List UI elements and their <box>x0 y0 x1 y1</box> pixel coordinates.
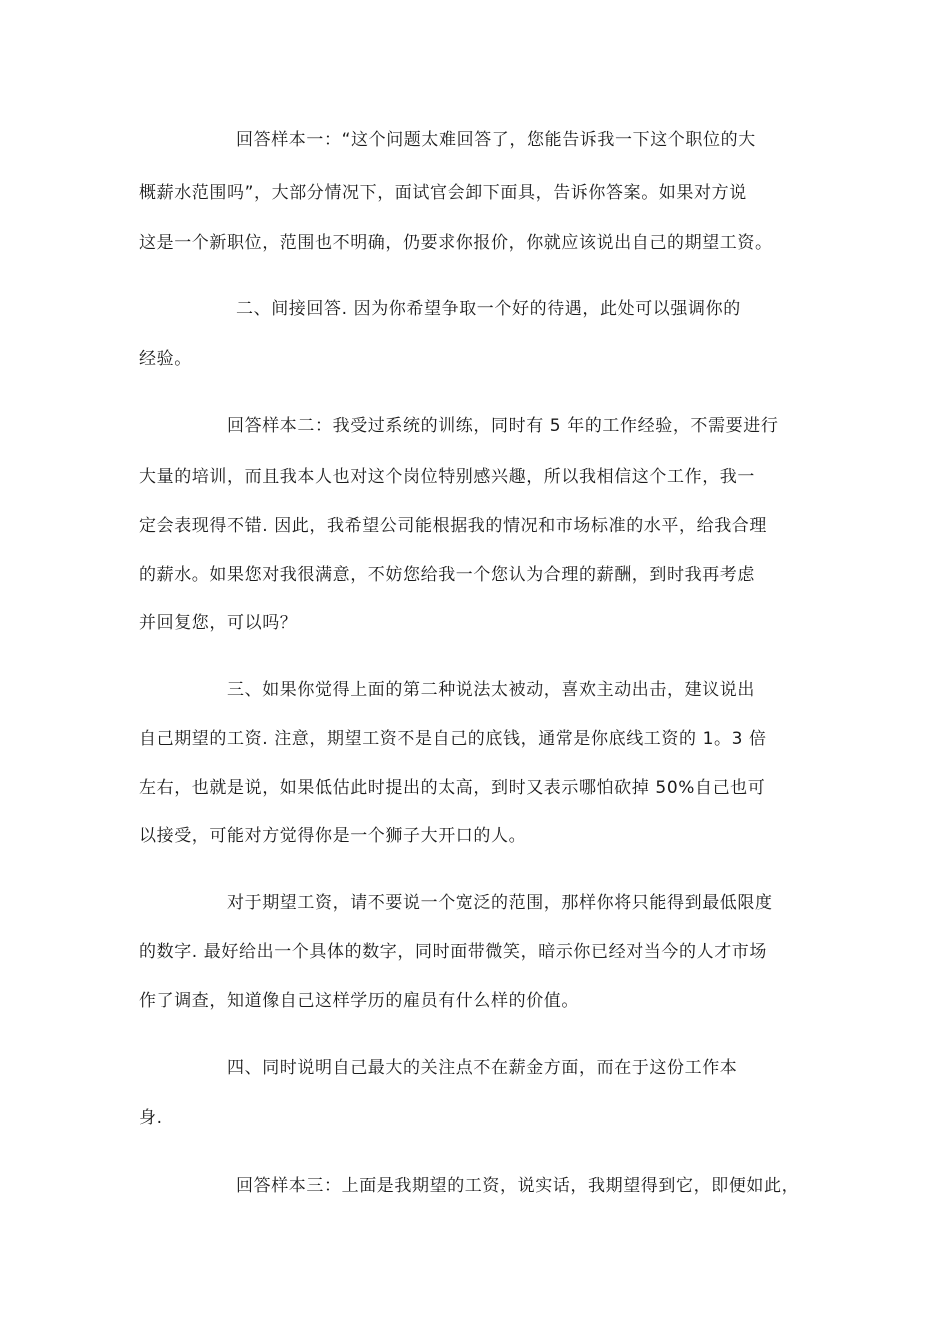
paragraph-3-line-2: 大量的培训，而且我本人也对这个岗位特别感兴趣，所以我相信这个工作，我一 <box>139 467 755 487</box>
paragraph-6-line-2: 身. <box>139 1108 163 1128</box>
paragraph-4-line-1: 三、如果你觉得上面的第二种说法太被动，喜欢主动出击，建议说出 <box>227 680 755 700</box>
paragraph-4-line-2: 自己期望的工资. 注意，期望工资不是自己的底钱，通常是你底线工资的 1。3 倍 <box>139 729 767 749</box>
paragraph-1-line-2: 概薪水范围吗”，大部分情况下，面试官会卸下面具，告诉你答案。如果对方说 <box>139 183 747 203</box>
paragraph-3-line-3: 定会表现得不错. 因此，我希望公司能根据我的情况和市场标准的水平，给我合理 <box>139 516 768 536</box>
paragraph-2-line-2: 经验。 <box>139 349 192 369</box>
paragraph-3-line-1: 回答样本二：我受过系统的训练，同时有 5 年的工作经验，不需要进行 <box>227 416 779 436</box>
paragraph-3-line-4: 的薪水。如果您对我很满意，不妨您给我一个您认为合理的薪酬，到时我再考虑 <box>139 565 755 585</box>
paragraph-1-line-3: 这是一个新职位，范围也不明确，仍要求你报价，你就应该说出自己的期望工资。 <box>139 233 773 253</box>
paragraph-4-line-3: 左右，也就是说，如果低估此时提出的太高，到时又表示哪怕砍掉 50%自己也可 <box>139 778 766 798</box>
paragraph-5-line-1: 对于期望工资，请不要说一个宽泛的范围，那样你将只能得到最低限度 <box>227 893 773 913</box>
paragraph-1-line-1: 回答样本一：“这个问题太难回答了，您能告诉我一下这个职位的大 <box>236 130 756 150</box>
paragraph-7-line-1: 回答样本三：上面是我期望的工资，说实话，我期望得到它，即便如此， <box>236 1176 800 1196</box>
paragraph-5-line-3: 作了调查，知道像自己这样学历的雇员有什么样的价值。 <box>139 991 579 1011</box>
paragraph-2-line-1: 二、间接回答. 因为你希望争取一个好的待遇，此处可以强调你的 <box>236 299 741 319</box>
paragraph-4-line-4: 以接受，可能对方觉得你是一个狮子大开口的人。 <box>139 826 527 846</box>
paragraph-6-line-1: 四、同时说明自己最大的关注点不在薪金方面，而在于这份工作本 <box>227 1058 738 1078</box>
paragraph-5-line-2: 的数字. 最好给出一个具体的数字，同时面带微笑，暗示你已经对当今的人才市场 <box>139 942 768 962</box>
paragraph-3-line-5: 并回复您，可以吗？ <box>139 613 298 633</box>
